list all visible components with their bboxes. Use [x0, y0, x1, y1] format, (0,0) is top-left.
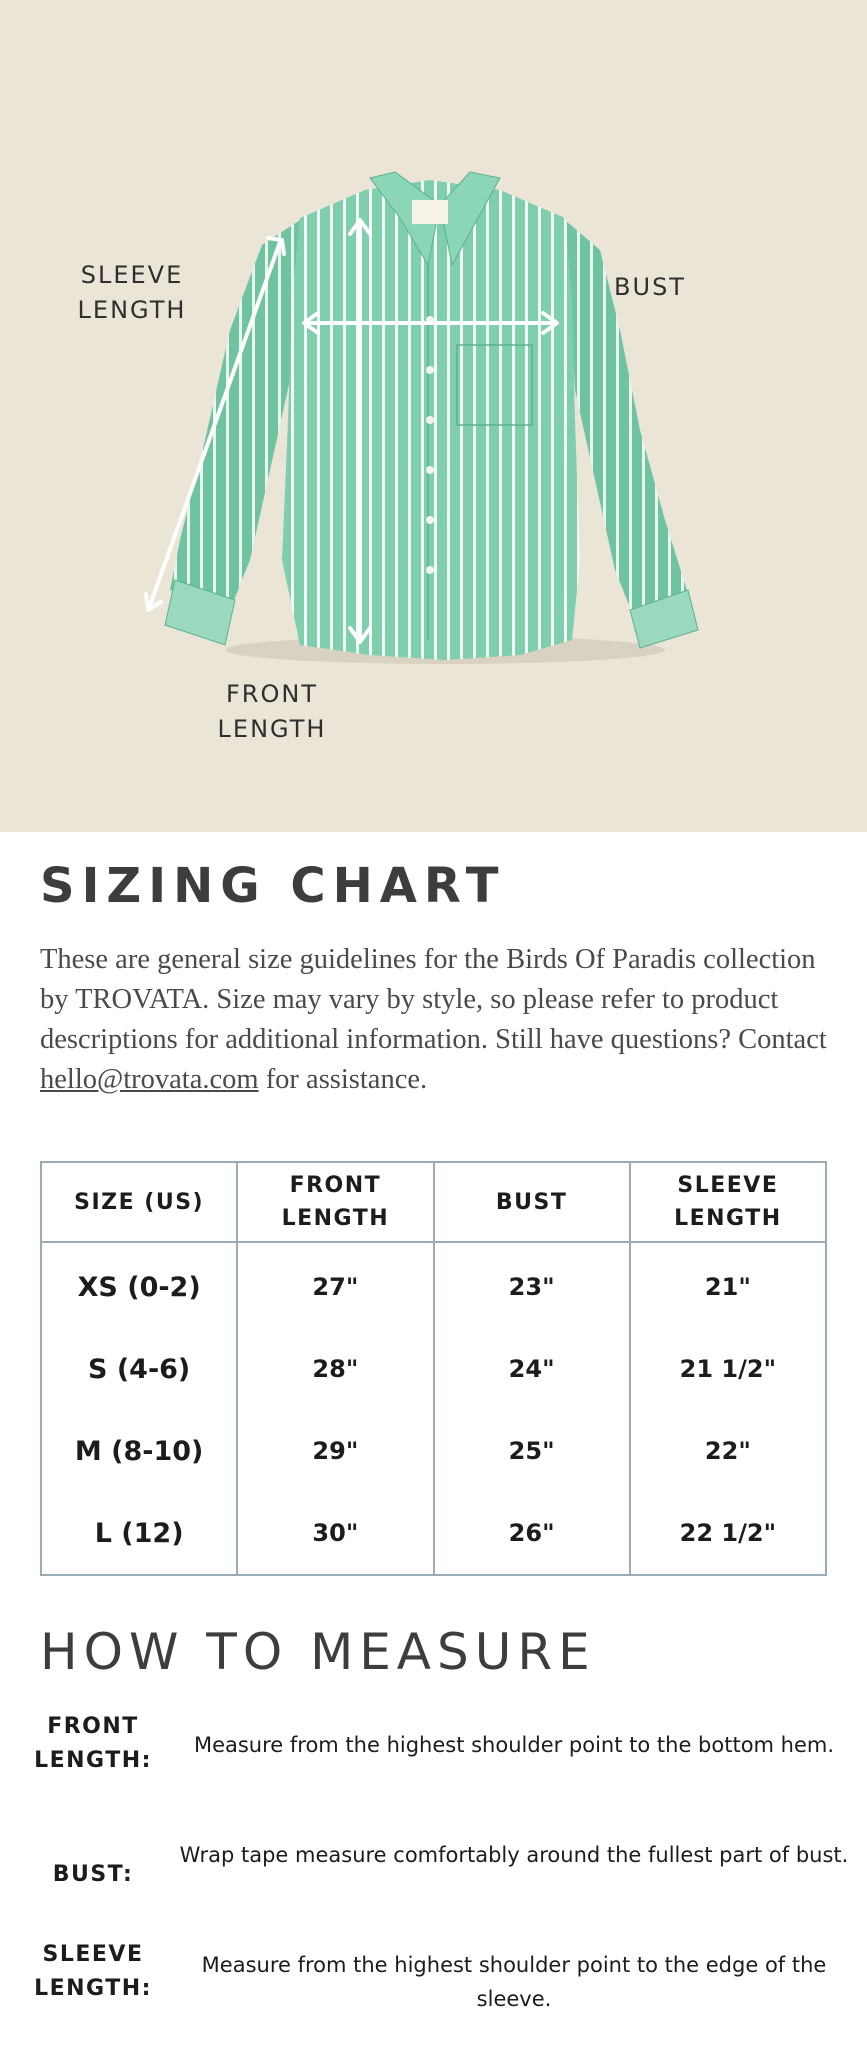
shirt-illustration: [0, 0, 867, 832]
front-length-cell: 28": [237, 1328, 433, 1410]
bust-cell: 24": [434, 1328, 630, 1410]
bust-cell: 25": [434, 1410, 630, 1492]
table-row: [41, 1492, 826, 1575]
column-header-sleeve-length: SLEEVE LENGTH: [630, 1162, 826, 1242]
contact-email-link[interactable]: hello@trovata.com: [40, 1064, 259, 1095]
bust-cell: 23": [434, 1242, 630, 1328]
sleeve-length-cell: 21 1/2": [630, 1328, 826, 1410]
intro-suffix: for assistance.: [258, 1064, 428, 1095]
table-row: [41, 1328, 826, 1410]
bust-label: BUST: [614, 273, 686, 301]
size-cell: XS (0-2): [41, 1242, 237, 1328]
sizing-table: [40, 1161, 827, 1576]
sleeve-length-cell: 22 1/2": [630, 1492, 826, 1575]
measure-description: Measure from the highest shoulder point to the edge of the sleeve.: [201, 1953, 827, 2011]
shirt-label-tag: [412, 200, 448, 224]
measure-term: SLEEVE LENGTH:: [34, 1942, 152, 2001]
sleeve-length-cell: 22": [630, 1410, 826, 1492]
intro-paragraph: [40, 940, 840, 1100]
size-cell: M (8-10): [41, 1410, 237, 1492]
intro-text: These are general size guidelines for the Birds Of Paradis collection by TROVATA. Size may vary by style, so please refer to product descriptions for additional information. Still have questions? Contact: [40, 944, 827, 1055]
table-header-row: [41, 1162, 826, 1242]
front-length-cell: 27": [237, 1242, 433, 1328]
table-row: [41, 1242, 826, 1328]
measure-term: BUST:: [52, 1862, 134, 1887]
size-cell: S (4-6): [41, 1328, 237, 1410]
column-header-size: SIZE (US): [41, 1162, 237, 1242]
bust-cell: 26": [434, 1492, 630, 1575]
front-length-label: FRONT LENGTH: [217, 680, 327, 743]
sizing-chart-title: SIZING CHART: [40, 858, 506, 914]
sleeve-length-cell: 21": [630, 1242, 826, 1328]
size-cell: L (12): [41, 1492, 237, 1575]
measurement-diagram: [0, 0, 867, 832]
how-to-measure-title: HOW TO MEASURE: [40, 1623, 596, 1681]
sleeve-length-label: SLEEVE LENGTH: [77, 261, 187, 324]
table-row: [41, 1410, 826, 1492]
measure-term: FRONT LENGTH:: [34, 1714, 152, 1773]
column-header-bust: BUST: [434, 1162, 630, 1242]
measure-description: Measure from the highest shoulder point to the bottom hem.: [193, 1733, 835, 1757]
column-header-front-length: FRONT LENGTH: [237, 1162, 433, 1242]
front-length-cell: 29": [237, 1410, 433, 1492]
front-length-cell: 30": [237, 1492, 433, 1575]
measure-description: Wrap tape measure comfortably around the fullest part of bust.: [179, 1843, 849, 1867]
